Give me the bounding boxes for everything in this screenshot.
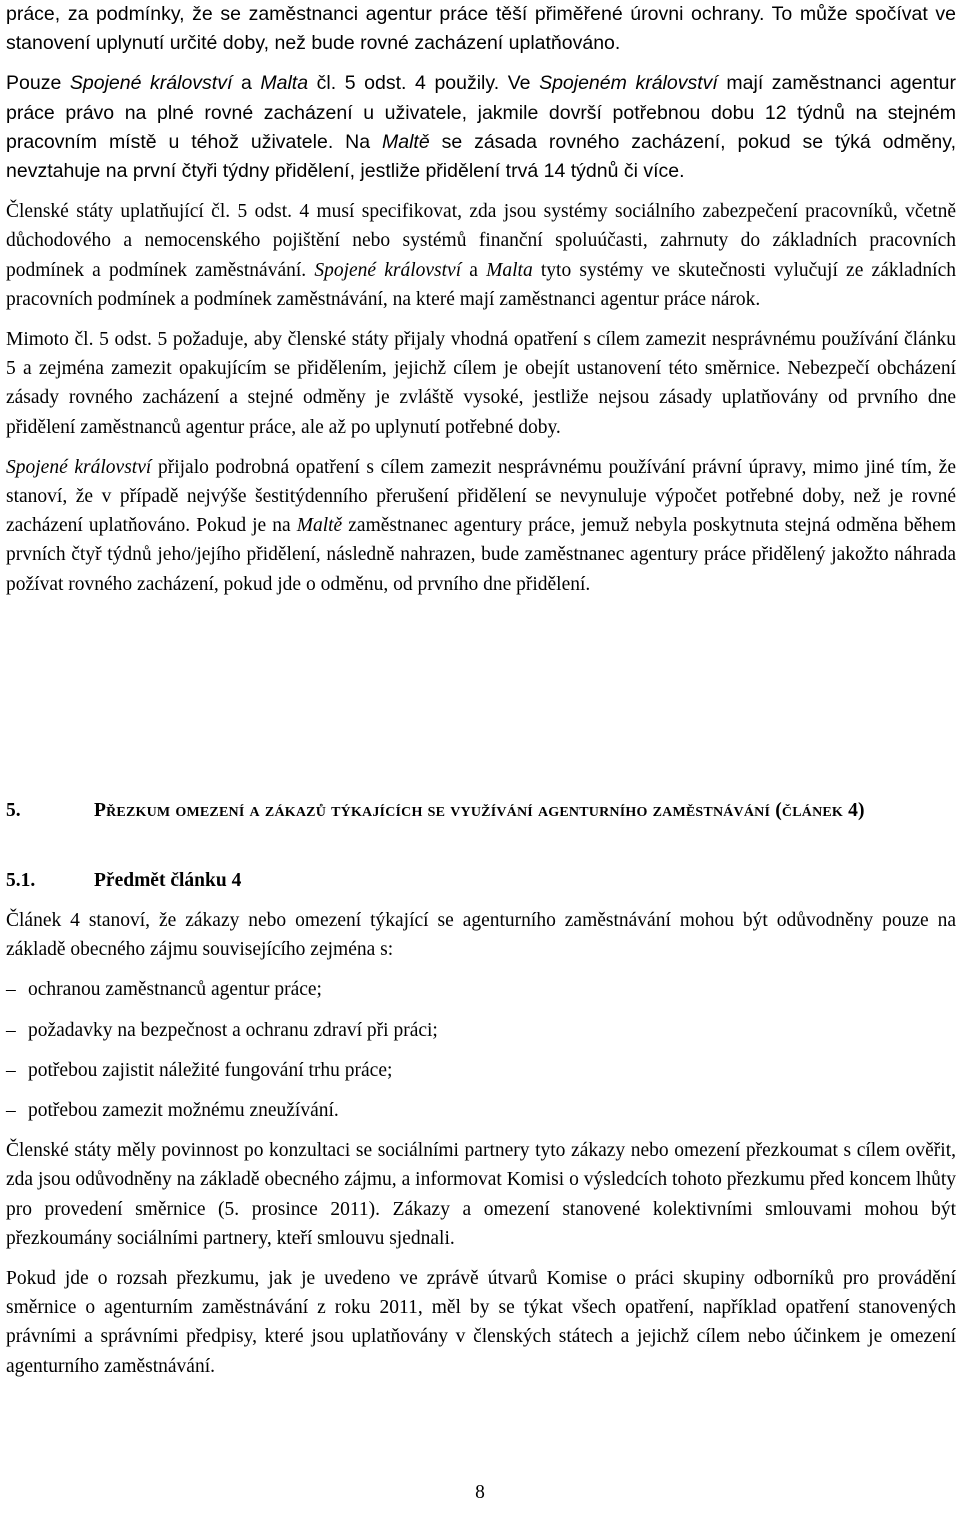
country-name: Maltě (381, 130, 430, 153)
country-name: Spojené království (69, 72, 233, 95)
text-run: zaměstnanec agentury práce, jemuž nebyla poskytnuta stejná odměna během prvních čtyř týdnů jeho/jejího přidělení, následně nahrazen, bude zaměstnanec agentury práce přidělený jakožto náhrada požívat rovného zacházení, pokud jde o odměnu, od prvního dne přidělení. (6, 515, 956, 595)
subsection-title: Předmět článku 4 (94, 870, 242, 891)
list-item (6, 1096, 956, 1125)
page-number: 8 (475, 1482, 485, 1503)
text-run: čl. 5 odst. 4 použily. Ve (308, 72, 540, 95)
dash-bullet: – (6, 979, 16, 1001)
text-run: mají zaměstnanci agentur práce právo na plné rovné zacházení u uživatele, jakmile dovrší potřebnou dobu 12 týdnů na stejném pracovním místě u téhož uživatele. Na (6, 72, 956, 153)
list-item-text: potřebou zajistit náležité fungování trhu práce; (28, 1059, 393, 1081)
country-name: Spojeném království (539, 72, 718, 95)
text-run: a (461, 259, 487, 281)
text-run: a (232, 72, 261, 95)
country-name: Spojené království (6, 456, 152, 478)
text-run: Pouze (6, 72, 70, 95)
paragraph-member-states (6, 197, 956, 314)
country-name: Maltě (296, 515, 343, 537)
paragraph-review-obligation: Členské státy měly povinnost po konzultaci se sociálními partnery tyto zákazy nebo omezení přezkoumat s cílem ověřit, zda jsou odůvodněny na základě obecného zájmu, a informovat Komisi o výsledcích tohoto přezkumu před koncem lhůty pro provedení směrnice (5. prosince 2011). Zákazy a omezení stanovené kolektivními smlouvami mohou být přezkoumány sociálními partnery, kteří smlouvu sjednali. (6, 1140, 956, 1249)
paragraph-review-scope: Pokud jde o rozsah přezkumu, jak je uvedeno ve zprávě útvarů Komise o práci skupiny odborníků pro provádění směrnice o agenturním zaměstnávání z roku 2011, měl by se týkat všech opatření, například opatření stanovených právními a správními předpisy, které jsou uplatňovány v členských státech a jejichž cílem nebo účinkem je omezení agenturního zaměstnávání. (6, 1268, 956, 1377)
section-title: Přezkum omezení a zákazů týkajících se využívání agenturního zaměstnávání (článek 4) (94, 800, 865, 821)
text-run: Členské státy uplatňující čl. 5 odst. 4 musí specifikovat, zda jsou systémy sociálního zabezpečení pracovníků, včetně důchodového a nemocenského pojištění nebo systémů finanční spoluúčasti, zahrnuty do základních pracovních podmínek a podmínek zaměstnávání. (6, 201, 956, 281)
text-run: se zásada rovného zacházení, pokud se týká odměny, nevztahuje na první čtyři týdny přidělení, jestliže přidělení trvá 14 týdnů či více. (6, 130, 956, 183)
section-heading-5-1 (6, 866, 241, 896)
list-item-text: požadavky na bezpečnost a ochranu zdraví při práci; (28, 1019, 438, 1041)
section-number: 5. (6, 800, 21, 821)
subsection-number: 5.1. (6, 870, 36, 891)
section-heading-5 (6, 796, 956, 826)
list-item-text: ochranou zaměstnanců agentur práce; (28, 979, 322, 1001)
text-run: tyto systémy ve skutečnosti vylučují ze základních pracovních podmínek a podmínek zaměstnávání, na které mají zaměstnanci agentur práce nárok. (6, 259, 956, 310)
list-item (6, 1056, 956, 1085)
list-item-text: potřebou zamezit možnému zneužívání. (28, 1100, 339, 1122)
text-run: přijalo podrobná opatření s cílem zamezit nesprávnému používání právní úpravy, mimo jiné tím, že stanoví, že v případě nejvýše šestitýdenního přerušení přidělení se nevynuluje výpočet potřebné doby, než je rovné zacházení uplatňováno. Pokud je na (6, 456, 956, 537)
paragraph-article-5-5: Mimoto čl. 5 odst. 5 požaduje, aby členské státy přijaly vhodná opatření s cílem zamezit nesprávnému používání článku 5 a zejména zamezit opakujícím se přidělením, jejichž cílem je obejít ustanovení této směrnice. Nebezpečí obcházení zásady rovného zacházení a stejné odměny je zvláště vysoké, jestliže nejsou zásady uplatňovány od prvního dne přidělení zaměstnanců agentur práce, ale až po uplynutí potřebné doby. (6, 329, 956, 438)
country-name: Malta (486, 259, 533, 281)
dash-bullet: – (6, 1019, 16, 1041)
country-name: Malta (260, 72, 309, 95)
section-body (6, 906, 956, 1381)
country-name: Spojené království (314, 259, 462, 281)
paragraph-article-4: Článek 4 stanoví, že zákazy nebo omezení týkající se agenturního zaměstnávání mohou být odůvodněny pouze na základě obecného zájmu souvisejícího zejména s: (6, 910, 956, 961)
list-item (6, 1016, 956, 1045)
dash-bullet: – (6, 1100, 16, 1122)
document-page (6, 0, 956, 599)
dash-bullet: – (6, 1059, 16, 1081)
list-item (6, 975, 956, 1004)
paragraph-continuation: práce, za podmínky, že se zaměstnanci agentur práce těší přiměřené úrovni ochrany. To může spočívat ve stanovení uplynutí určité doby, než bude rovné zacházení uplatňováno. (6, 3, 956, 55)
paragraph-uk-measures (6, 453, 956, 599)
paragraph-uk-malta (6, 69, 956, 186)
